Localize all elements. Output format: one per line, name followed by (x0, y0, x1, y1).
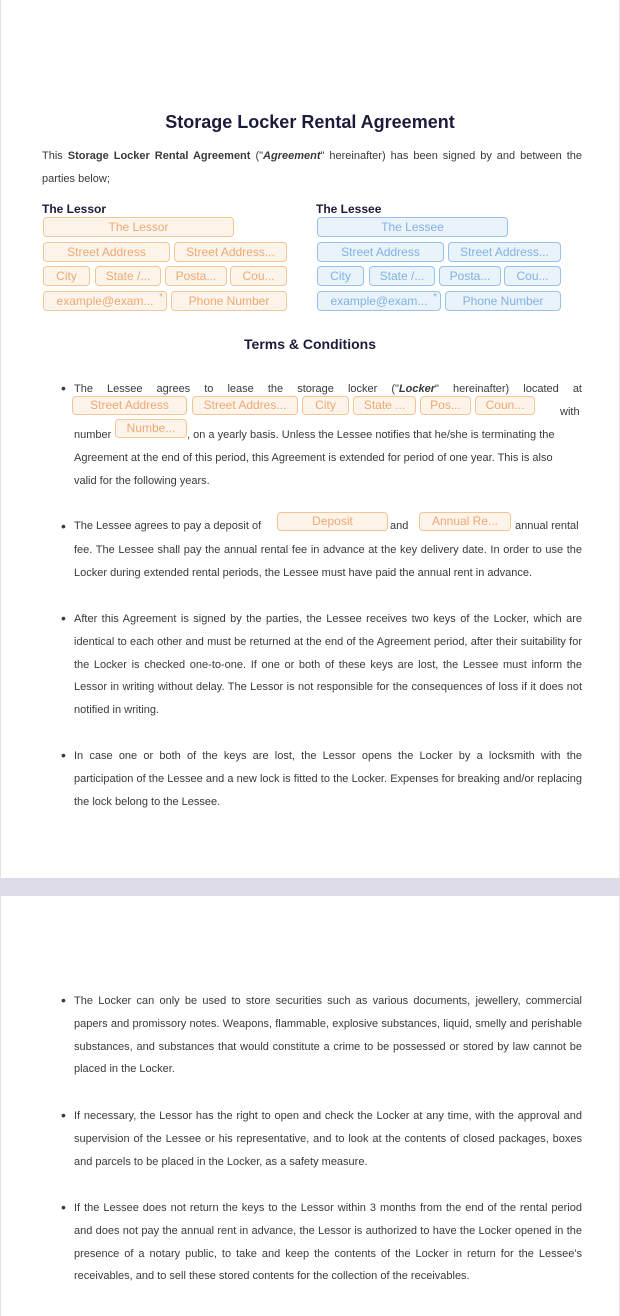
term-7: If the Lessee does not return the keys to the Lessor within 3 months from the end of the rental period and does not pay the annual rent in advance, the Lessor is authorized to have the Locker opened in the presence of a notary public, to take and keep the contents of the Locker in return for the Lessee's receivables, and to sell these stored contents for the collection of the receivables. (74, 1202, 582, 1283)
term-4: In case one or both of the keys are lost, the Lessor opens the Locker by a locksmith with the participation of the Lessee and a new lock is fitted to the Locker. Expenses for breaking and/or replacing the lock belong to the Lessee. (74, 750, 582, 808)
locker-city-input[interactable]: City (302, 396, 349, 415)
document-title: Storage Locker Rental Agreement (165, 112, 455, 132)
term-2-text-a: The Lessee agrees to pay a deposit of (74, 520, 262, 532)
lessee-street2-input[interactable]: Street Address... (448, 242, 561, 262)
required-mark: * (433, 292, 437, 303)
lessee-city-input[interactable]: City (317, 266, 364, 286)
lessee-state-input[interactable]: State /... (369, 266, 435, 286)
required-mark: * (159, 292, 163, 303)
lessor-city-input[interactable]: City (43, 266, 90, 286)
locker-number-input[interactable]: Numbe... (115, 419, 187, 438)
with-text: with (560, 406, 580, 418)
bullet: • (61, 747, 66, 763)
term-3: After this Agreement is signed by the parties, the Lessee receives two keys of the Locker, which are identical to each other and must be returned at the end of the Agreement period, after their suitability for the Locker is checked one-to-one. If one or both of these keys are lost, the Lessee must inform the Lessor in writing without delay. The Lessor is not responsible for the consequences of loss if it does not notified in writing. (74, 613, 582, 717)
lessor-heading: The Lessor (42, 202, 107, 216)
lessor-street-input[interactable]: Street Address (43, 242, 170, 262)
term-6: If necessary, the Lessor has the right to open and check the Locker at any time, with the approval and supervision of the Lessee or his representative, and to look at the contents of closed packages, boxes and parcels to be placed in the Locker, as a safety measure. (74, 1110, 582, 1168)
bullet: • (61, 992, 66, 1008)
bullet: • (61, 518, 66, 534)
term-2-and: and (390, 520, 409, 532)
intro-paragraph: This Storage Locker Rental Agreement ("Agreement" hereinafter) has been signed by and between the parties below; (42, 150, 583, 185)
locker-street-input[interactable]: Street Address (72, 396, 187, 415)
lessee-street-input[interactable]: Street Address (317, 242, 444, 262)
locker-state-input[interactable]: State ... (353, 396, 416, 415)
deposit-input[interactable]: Deposit (277, 512, 388, 531)
bullet: • (61, 610, 66, 626)
bullet: • (61, 1107, 66, 1123)
lessor-phone-input[interactable]: Phone Number (171, 291, 287, 311)
term-2-rest: fee. The Lessee shall pay the annual rental fee in advance at the key delivery date. In order to use the Locker during extended rental periods, the Lessee must have paid the annual rent in advance. (74, 544, 582, 579)
lessee-phone-input[interactable]: Phone Number (445, 291, 561, 311)
lessor-postal-input[interactable]: Posta... (165, 266, 227, 286)
term-1-line-4: Agreement at the end of this period, this Agreement is extended for period of one year. This is also (74, 452, 553, 464)
term-1-line-3: , on a yearly basis. Unless the Lessee notifies that he/she is terminating the (187, 429, 555, 441)
term-2-text-b: annual rental (515, 520, 579, 532)
term-1-line-5: valid for the following years. (74, 475, 210, 487)
annual-rent-input[interactable]: Annual Re... (419, 512, 511, 531)
lessor-street2-input[interactable]: Street Address... (174, 242, 287, 262)
lessee-name-input[interactable]: The Lessee (317, 217, 508, 237)
lessor-name-input[interactable]: The Lessor (43, 217, 234, 237)
lessee-email-input[interactable]: example@exam... * (317, 291, 441, 311)
lessee-country-input[interactable]: Cou... (504, 266, 561, 286)
terms-heading: Terms & Conditions (244, 336, 376, 352)
locker-street2-input[interactable]: Street Addres... (192, 396, 298, 415)
bullet: • (61, 380, 66, 396)
number-label: number (74, 429, 112, 441)
lessor-state-input[interactable]: State /... (95, 266, 161, 286)
term-1-line-1: The Lessee agrees to lease the storage locker ("Locker" hereinafter) located at (74, 383, 582, 395)
bullet: • (61, 1199, 66, 1215)
lessee-postal-input[interactable]: Posta... (439, 266, 501, 286)
term-5: The Locker can only be used to store securities such as various documents, jewellery, commercial papers and promissory notes. Weapons, flammable, explosive substances, liquid, smelly and perishable substances, and substances that would constitute a crime to be possessed or stored by law cannot be placed in the Locker. (74, 995, 582, 1076)
document-page-2 (0, 896, 620, 1316)
locker-country-input[interactable]: Coun... (475, 396, 535, 415)
lessee-heading: The Lessee (316, 202, 382, 216)
locker-postal-input[interactable]: Pos... (420, 396, 471, 415)
lessor-email-input[interactable]: example@exam... * (43, 291, 167, 311)
lessor-country-input[interactable]: Cou... (230, 266, 287, 286)
